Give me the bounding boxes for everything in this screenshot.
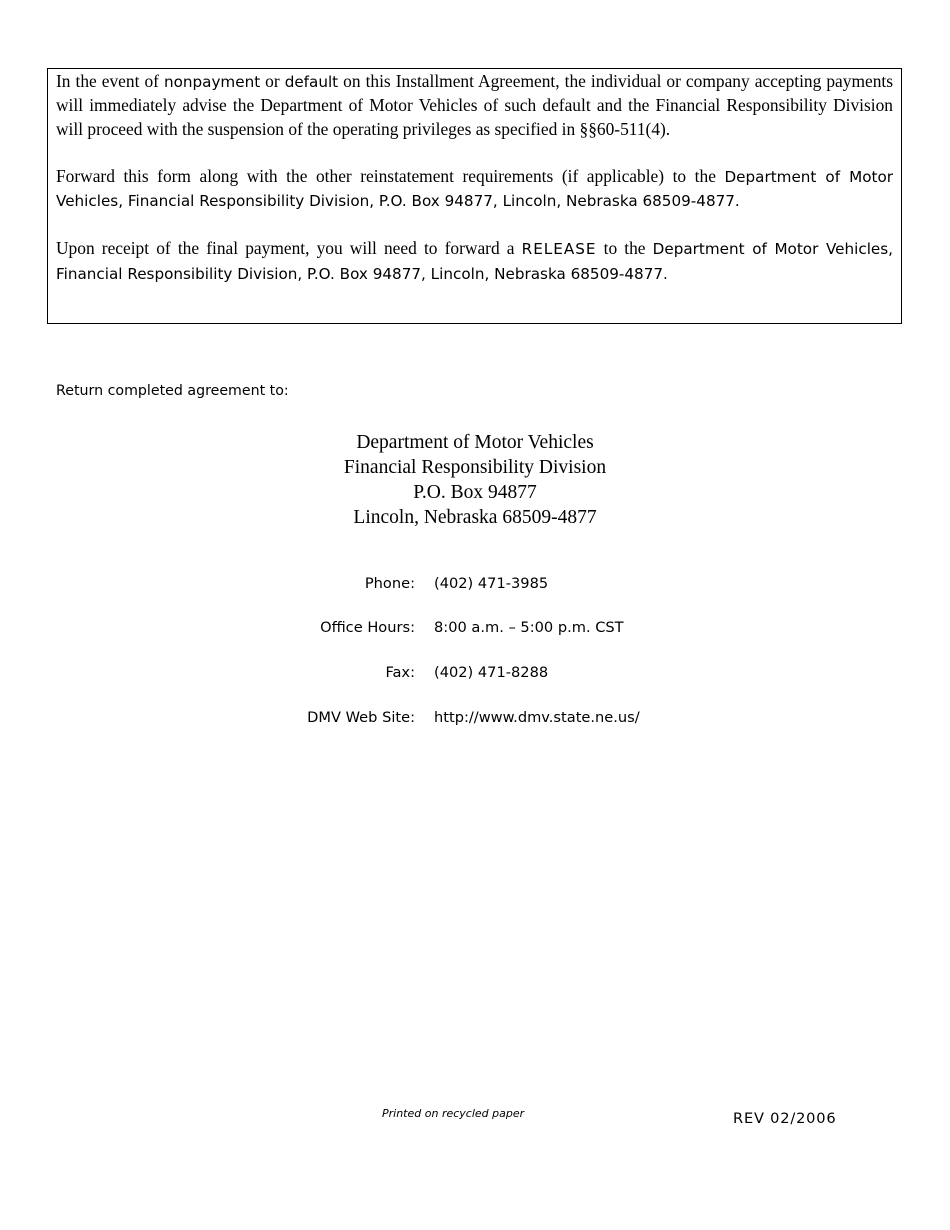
release-text-2: to the xyxy=(596,238,653,259)
website-label: DMV Web Site: xyxy=(307,709,415,726)
nonpayment-paragraph xyxy=(56,70,893,141)
nonpayment-term: nonpayment xyxy=(163,73,261,91)
nonpayment-text-2: or xyxy=(260,71,285,91)
address-line-4: Lincoln, Nebraska 68509-4877 xyxy=(353,507,597,528)
fax-label: Fax: xyxy=(385,664,415,681)
phone-row xyxy=(0,573,950,595)
office-hours-row xyxy=(0,617,950,639)
recycled-paper-note: Printed on recycled paper xyxy=(382,1107,525,1120)
release-paragraph xyxy=(56,237,893,286)
release-term: RELEASE xyxy=(521,240,597,259)
forward-text: Forward this form along with the other reinstatement requirements (if applicable) to the xyxy=(56,165,725,186)
office-hours-value: 8:00 a.m. – 5:00 p.m. CST xyxy=(434,619,624,636)
nonpayment-text-1: In the event of xyxy=(56,71,164,91)
revision-code: REV 02/2006 xyxy=(733,1110,837,1127)
address-line-1: Department of Motor Vehicles xyxy=(356,432,594,453)
phone-label: Phone: xyxy=(364,575,415,592)
notice-box xyxy=(47,68,902,324)
forward-address: Department of Motor Vehicles, Financial Responsibility Division, P.O. Box 94877, Lincoln, Nebraska 68509-4877. xyxy=(56,167,893,211)
fax-value: (402) 471-8288 xyxy=(434,664,549,681)
website-row xyxy=(0,707,950,729)
return-label: Return completed agreement to: xyxy=(56,383,289,399)
website-link[interactable]: http://www.dmv.state.ne.us/ xyxy=(434,709,640,726)
address-line-3: P.O. Box 94877 xyxy=(413,482,537,503)
nonpayment-text-3: on this Installment Agreement, the individual or company accepting payments will immediately advise the Department of Motor Vehicles of such default and the Financial Responsibility Division will proceed with the suspension of the operating privileges as specified in §§60-511(4). xyxy=(56,71,893,139)
office-hours-label: Office Hours: xyxy=(320,619,415,636)
forward-paragraph xyxy=(56,165,893,214)
mailing-address xyxy=(0,430,950,530)
fax-row xyxy=(0,662,950,684)
release-text-1: Upon receipt of the final payment, you will need to forward a xyxy=(56,238,522,259)
phone-value: (402) 471-3985 xyxy=(434,575,549,592)
release-address: Department of Motor Vehicles, Financial Responsibility Division, P.O. Box 94877, Lincoln, Nebraska 68509-4877. xyxy=(56,240,893,283)
address-line-2: Financial Responsibility Division xyxy=(343,457,607,478)
default-term: default xyxy=(284,73,339,91)
